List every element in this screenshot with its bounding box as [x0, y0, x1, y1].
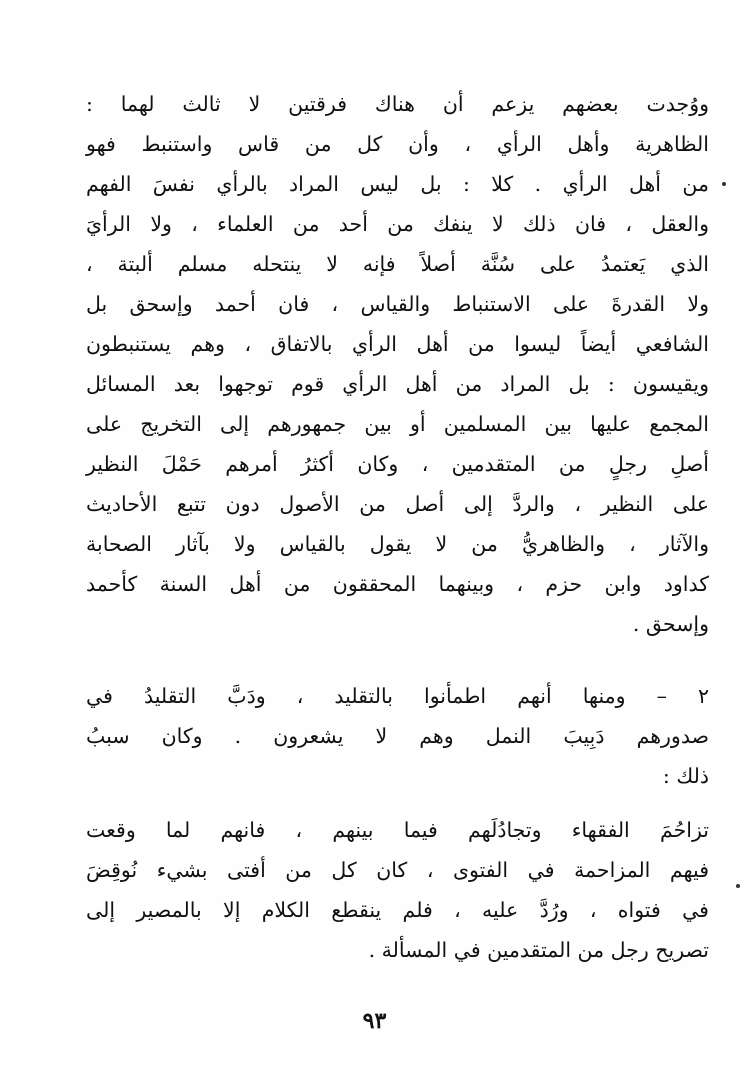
text-line: أصلِ رجلٍ من المتقدمين ، وكان أكثرُ أمرهم حَمْلَ النظير	[86, 452, 709, 476]
text-line: الظاهرية وأهل الرأي ، وأن كل من قاس واستنبط فهو	[86, 132, 709, 156]
paragraph-3	[86, 810, 709, 970]
text-line: صدورهم دَبِيبَ النمل وهم لا يشعرون . وكان سببُ	[86, 724, 709, 748]
text-line: الذي يَعتمدُ على سُنَّة أصلاً فإنه لا ينتحله مسلم ألبتة ،	[86, 252, 709, 276]
text-line: والعقل ، فان ذلك لا ينفك من أحد من العلماء ، ولا الرأيَ	[86, 212, 709, 236]
text-line: ويقيسون : بل المراد من أهل الرأي قوم توجهوا بعد المسائل	[86, 372, 709, 396]
margin-dot	[736, 884, 740, 888]
text-line: فيهم المزاحمة في الفتوى ، كان كل من أفتى بشيء نُوقِضَ	[86, 858, 709, 882]
text-line: من أهل الرأي . كلا : بل ليس المراد بالرأي نفسَ الفهم	[86, 172, 709, 196]
text-line: ووُجدت بعضهم يزعم أن هناك فرقتين لا ثالث لهما :	[86, 92, 709, 116]
text-line: والآثار ، والظاهريُّ من لا يقول بالقياس ولا بآثار الصحابة	[86, 532, 709, 556]
paragraph-1	[86, 84, 709, 644]
text-line: في فتواه ، ورُدَّ عليه ، فلم ينقطع الكلام إلا بالمصير إلى	[86, 898, 709, 922]
text-line: ٢ – ومنها أنهم اطمأنوا بالتقليد ، ودَبَّ التقليدُ في	[86, 684, 709, 708]
text-line: تزاحُمَ الفقهاء وتجادُلَهم فيما بينهم ، فانهم لما وقعت	[86, 818, 709, 842]
page-number: ٩٣	[362, 1008, 387, 1034]
paragraph-2	[86, 676, 709, 796]
margin-dot	[722, 182, 726, 186]
text-line: ولا القدرةَ على الاستنباط والقياس ، فان أحمد وإسحق بل	[86, 292, 709, 316]
text-line: على النظير ، والردَّ إلى أصل من الأصول دون تتبع الأحاديث	[86, 492, 709, 516]
text-line: المجمع عليها بين المسلمين أو بين جمهورهم إلى التخريج على	[86, 412, 709, 436]
text-line: وإسحق .	[632, 612, 709, 636]
text-line: ذلك :	[662, 764, 709, 788]
text-line: تصريح رجل من المتقدمين في المسألة .	[368, 938, 709, 962]
text-line: كداود وابن حزم ، وبينهما المحققون من أهل السنة كأحمد	[86, 572, 709, 596]
text-line: الشافعي أيضاً ليسوا من أهل الرأي بالاتفاق ، وهم يستنبطون	[86, 332, 709, 356]
